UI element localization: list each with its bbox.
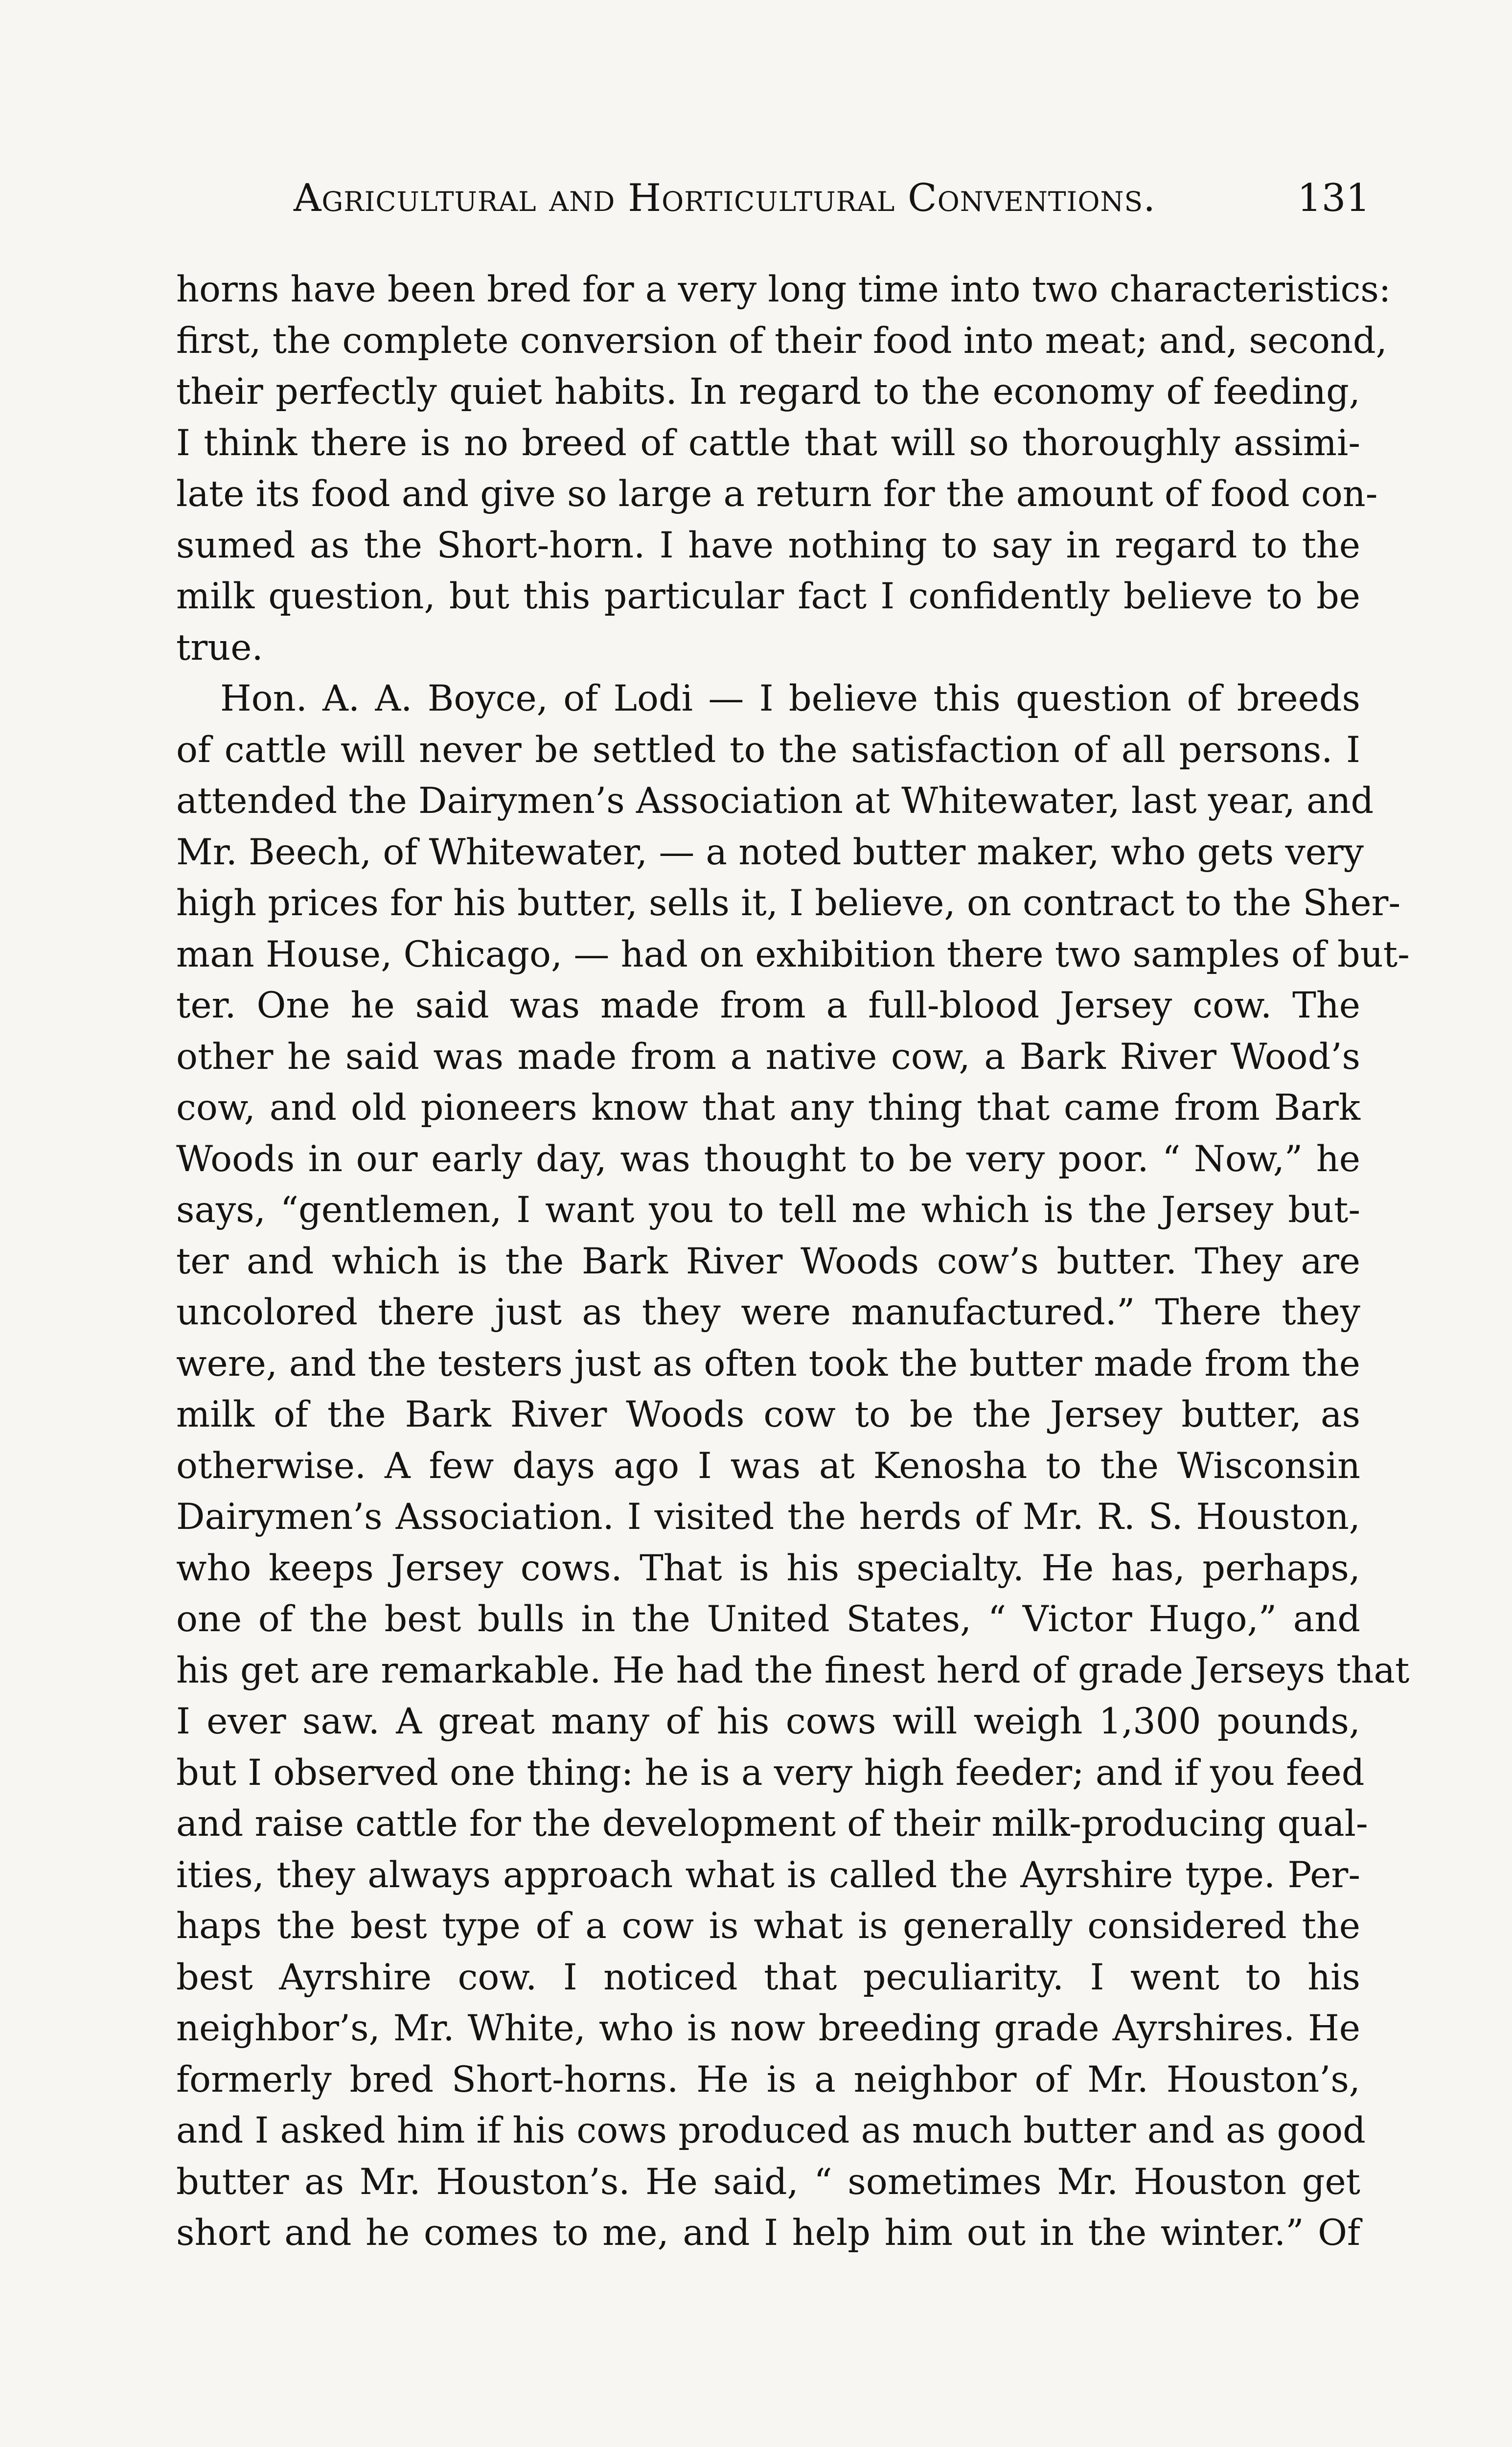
text-line: their perfectly quiet habits. In regard to the economy of feeding, xyxy=(176,371,1360,413)
text-line: best Ayrshire cow. I noticed that peculiarity. I went to his xyxy=(176,1956,1360,1998)
text-line: high prices for his butter, sells it, I believe, on contract to the Sher- xyxy=(176,882,1401,924)
paragraph-start-line: Hon. A. A. Boyce, of Lodi — I believe this question of breeds xyxy=(220,678,1360,719)
text-line: neighbor’s, Mr. White, who is now breeding grade Ayrshires. He xyxy=(176,2008,1360,2049)
body-text xyxy=(176,264,1410,2259)
text-line: uncolored there just as they were manufactured.” There they xyxy=(176,1292,1360,1333)
text-line: his get are remarkable. He had the finest herd of grade Jerseys that xyxy=(176,1649,1410,1691)
text-line: otherwise. A few days ago I was at Kenosha to the Wisconsin xyxy=(176,1445,1360,1487)
text-line: milk question, but this particular fact I confidently believe to be xyxy=(176,576,1360,617)
text-line: ter and which is the Bark River Woods cow’s butter. They are xyxy=(176,1240,1360,1282)
text-line: haps the best type of a cow is what is generally considered the xyxy=(176,1905,1360,1947)
text-line: sumed as the Short-horn. I have nothing to say in regard to the xyxy=(176,524,1360,566)
text-line: who keeps Jersey cows. That is his specialty. He has, perhaps, xyxy=(176,1547,1360,1589)
text-line: formerly bred Short-horns. He is a neighbor of Mr. Houston’s, xyxy=(176,2058,1360,2101)
text-line: and I asked him if his cows produced as much butter and as good xyxy=(176,2110,1366,2151)
text-line: one of the best bulls in the United States, “ Victor Hugo,” and xyxy=(176,1598,1360,1640)
text-line: I ever saw. A great many of his cows will weigh 1,300 pounds, xyxy=(176,1701,1360,1742)
text-line: horns have been bred for a very long time into two characteristics: xyxy=(176,269,1391,310)
text-line: true. xyxy=(176,626,263,669)
text-line: attended the Dairymen’s Association at Whitewater, last year, and xyxy=(176,780,1374,822)
text-line: short and he comes to me, and I help him out in the winter.” Of xyxy=(176,2212,1360,2254)
text-line: Dairymen’s Association. I visited the herds of Mr. R. S. Houston, xyxy=(176,1496,1360,1538)
text-line: Mr. Beech, of Whitewater, — a noted butter maker, who gets very xyxy=(176,831,1364,873)
text-line: butter as Mr. Houston’s. He said, “ sometimes Mr. Houston get xyxy=(176,2161,1360,2203)
text-line: man House, Chicago, — had on exhibition there two samples of but- xyxy=(176,933,1410,975)
text-line: ter. One he said was made from a full-blood Jersey cow. The xyxy=(176,985,1360,1026)
text-line: says, “gentlemen, I want you to tell me which is the Jersey but- xyxy=(176,1189,1360,1231)
text-line: other he said was made from a native cow, a Bark River Wood’s xyxy=(176,1036,1360,1078)
page-header xyxy=(294,171,1370,225)
text-line: but I observed one thing: he is a very high feeder; and if you feed xyxy=(176,1752,1365,1794)
running-head: Agricultural and Horticultural Conventions. xyxy=(294,176,1156,220)
text-line: ities, they always approach what is called the Ayrshire type. Per- xyxy=(176,1854,1360,1896)
text-line: and raise cattle for the development of their milk-producing qual- xyxy=(176,1803,1368,1845)
text-line: milk of the Bark River Woods cow to be the Jersey butter, as xyxy=(176,1394,1360,1435)
text-line: were, and the testers just as often took the butter made from the xyxy=(176,1342,1360,1385)
page-number: 131 xyxy=(1297,176,1370,220)
text-line: I think there is no breed of cattle that will so thoroughly assimi- xyxy=(176,422,1360,464)
text-line: Woods in our early day, was thought to be very poor. “ Now,” he xyxy=(176,1138,1360,1180)
text-line: of cattle will never be settled to the satisfaction of all persons. I xyxy=(176,729,1360,771)
text-line: first, the complete conversion of their food into meat; and, second, xyxy=(176,320,1387,362)
text-line: cow, and old pioneers know that any thing that came from Bark xyxy=(176,1087,1360,1129)
text-line: late its food and give so large a return for the amount of food con- xyxy=(176,473,1378,515)
